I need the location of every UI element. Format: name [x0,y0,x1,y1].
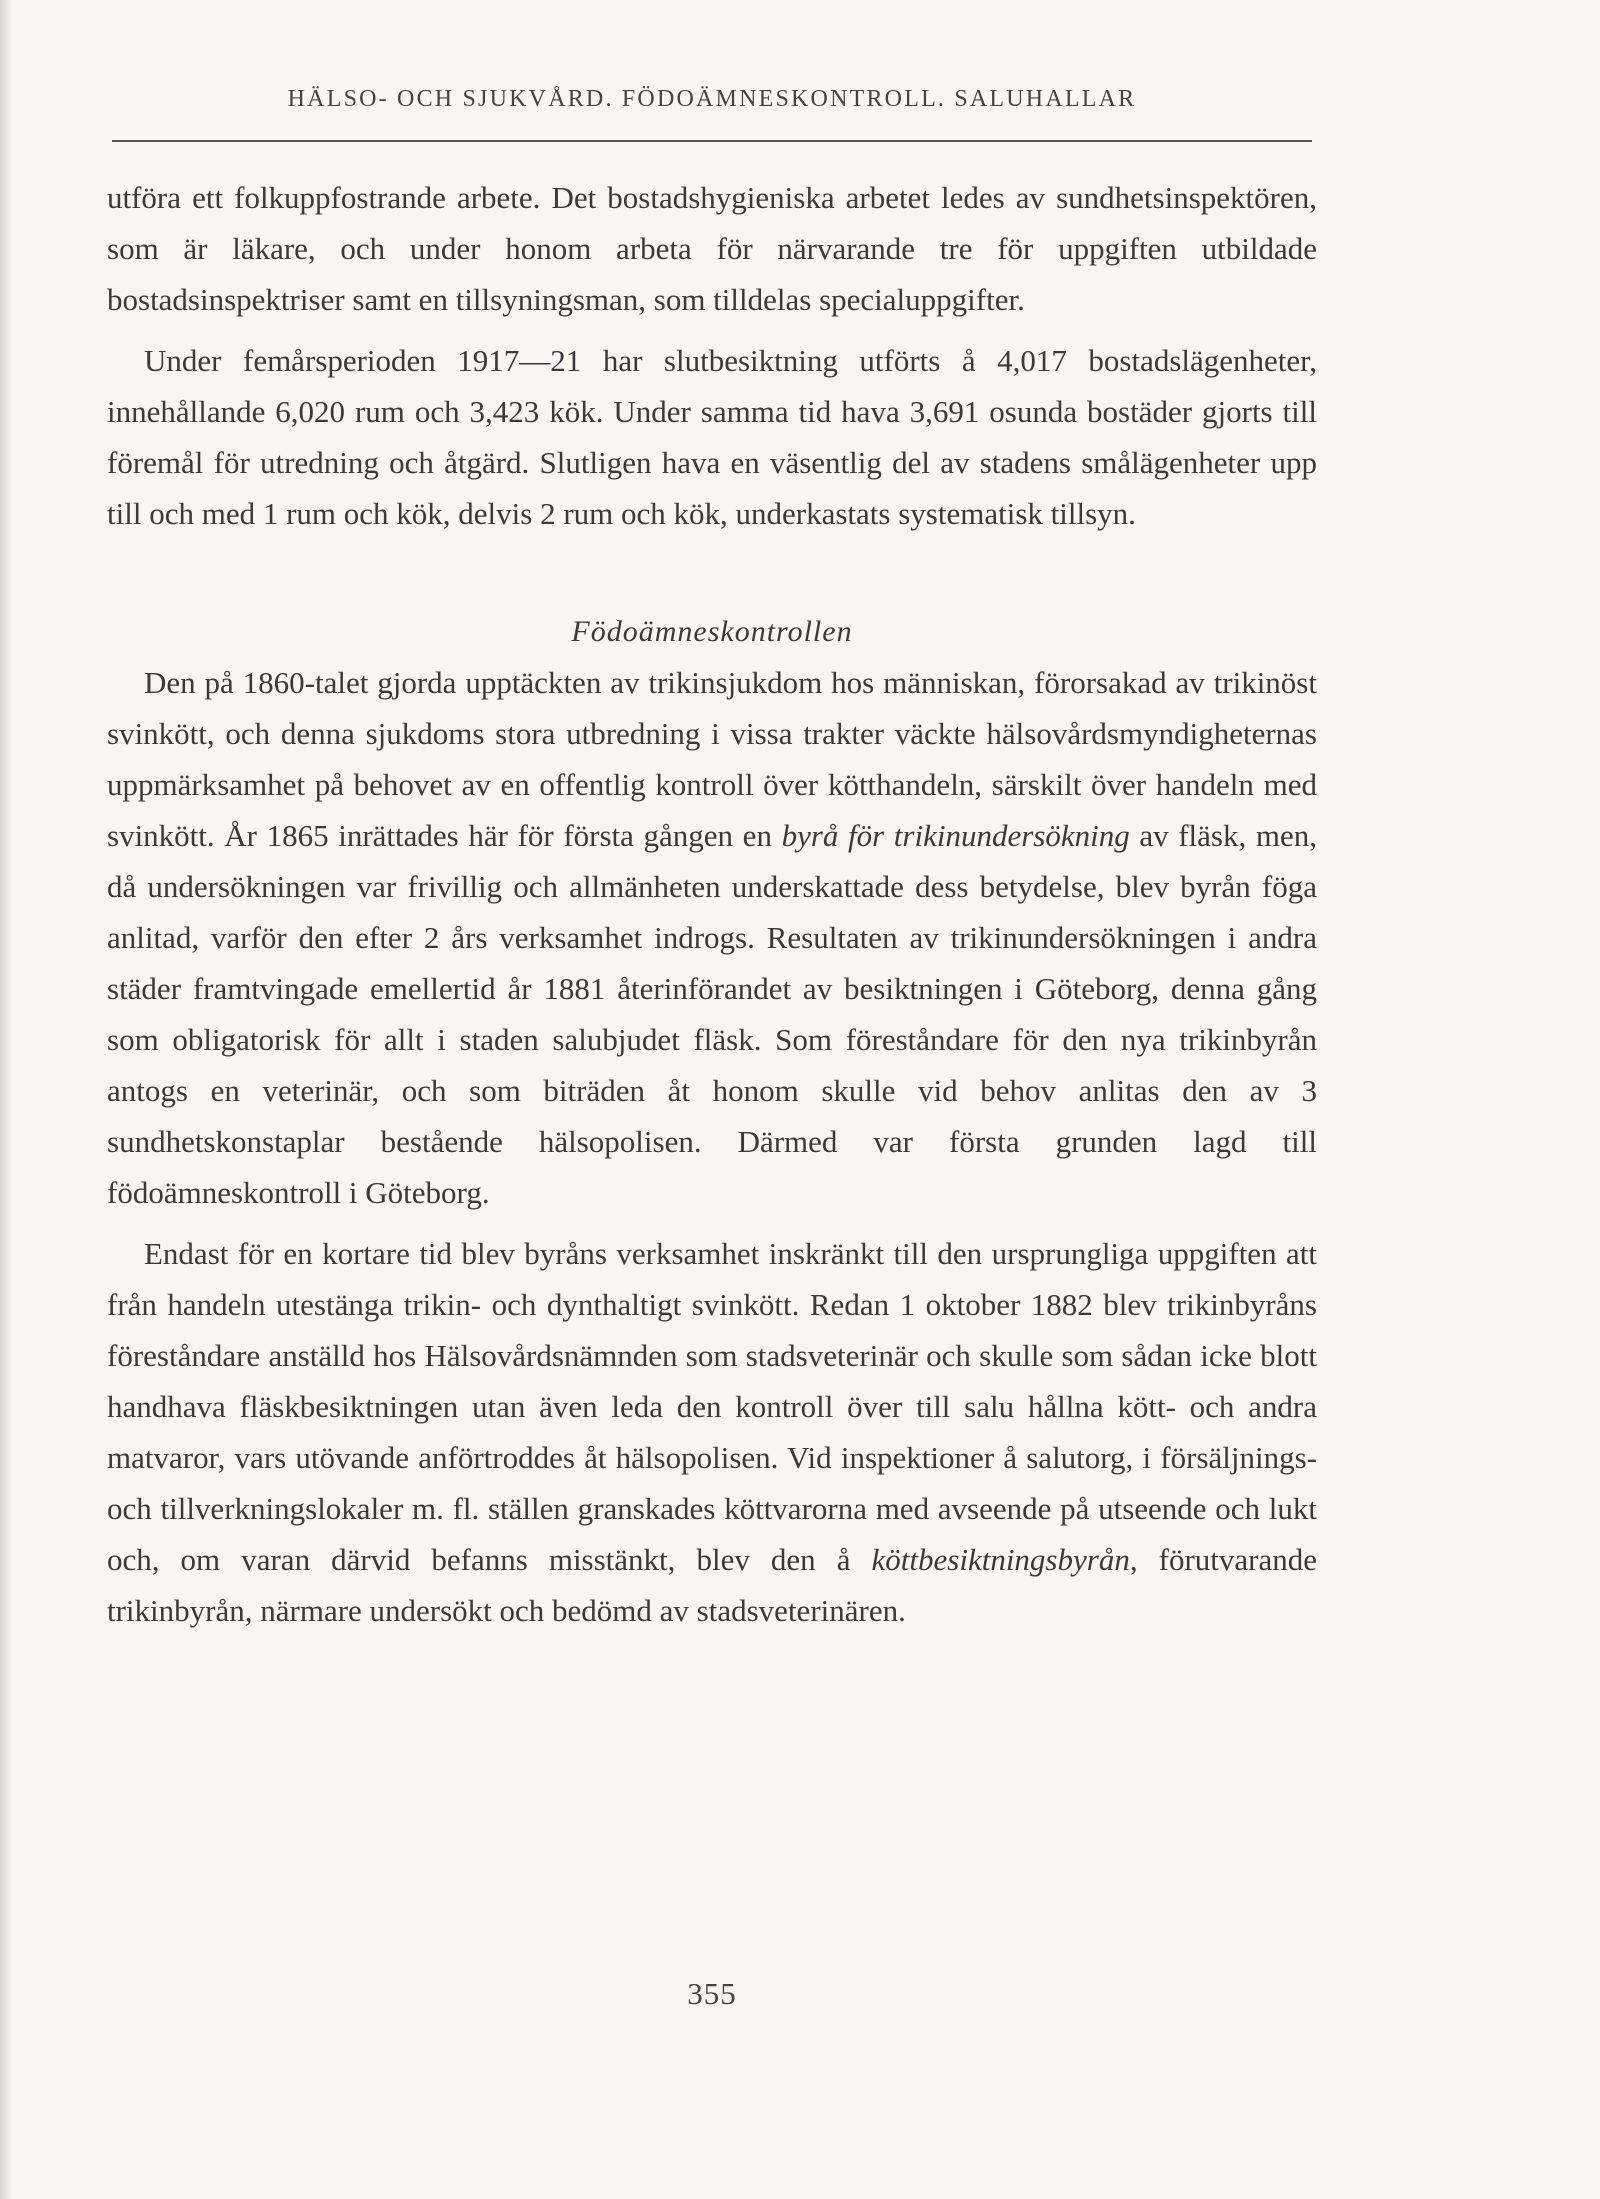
paragraph-history [107,657,1317,1218]
italic-term-meat-inspection-bureau: köttbesiktningsbyrån [871,1542,1130,1577]
running-header: HÄLSO- OCH SJUKVÅRD. FÖDOÄMNESKONTROLL. SALUHALLAR [287,86,1137,112]
paragraph-statistics: Under femårsperioden 1917—21 har slutbesiktning utförts å 4,017 bostadslägenheter, innehållande 6,020 rum och 3,423 kök. Under samma tid hava 3,691 osunda bostäder gjorts till föremål för utredning och åtgärd. Slutligen hava en väsentlig del av stadens smålägenheter upp till och med 1 rum och kök, delvis 2 rum och kök, underkastats systematisk tillsyn. [107,343,1317,531]
paragraph-expansion-text-2: , förutvarande trikinbyrån, närmare undersökt och bedömd av stadsveterinären. [107,1542,1317,1628]
paragraph-history-text-1: Den på 1860-talet gjorda upptäckten av trikinsjukdom hos människan, förorsakad av trikinöst svinkött, och denna sjukdoms stora utbredning i vissa trakter väckte hälsovårdsmyndigheternas uppmärksamhet på behovet av en offentlig kontroll över kötthandeln, särskilt över handeln med svinkött. År 1865 inrättades här för första gången en [107,665,1317,853]
paragraph-continued: utföra ett folkuppfostrande arbete. Det bostadshygieniska arbetet ledes av sundhetsinspektören, som är läkare, och under honom arbeta för närvarande tre för uppgiften utbildade bostadsinspektriser samt en tillsyningsman, som tilldelas specialuppgifter. [107,180,1317,317]
page-edge-shadow [0,0,12,2199]
page-number: 355 [687,1976,737,2011]
body-text [107,172,1317,1636]
header-rule [112,140,1312,142]
italic-term-trichina-bureau: byrå för trikinundersökning [781,818,1130,853]
paragraph-history-text-2: av fläsk, men, då undersökningen var frivillig och allmänheten underskattade dess betydelse, blev byrån föga anlitad, varför den efter 2 års verksamhet indrogs. Resultaten av trikinundersökningen i andra städer framtvingade emellertid år 1881 återinförandet av besiktningen i Göteborg, denna gång som obligatorisk för allt i staden salubjudet fläsk. Som föreståndare för den nya trikinbyrån antogs en veterinär, och som biträden åt honom skulle vid behov anlitas den av 3 sundhetskonstaplar bestående hälsopolisen. Därmed var första grunden lagd till födoämneskontroll i Göteborg. [107,818,1317,1210]
paragraph-expansion [107,1228,1317,1636]
paragraph-expansion-text-1: Endast för en kortare tid blev byråns verksamhet inskränkt till den ursprungliga uppgiften att från handeln utestänga trikin- och dynthaltigt svinkött. Redan 1 oktober 1882 blev trikinbyråns föreståndare anställd hos Hälsovårdsnämnden som stadsveterinär och skulle som sådan icke blott handhava fläskbesiktningen utan även leda den kontroll över till salu hållna kött- och andra matvaror, vars utövande anförtroddes åt hälsopolisen. Vid inspektioner å salutorg, i försäljnings- och tillverkningslokaler m. fl. ställen granskades köttvarorna med avseende på utseende och lukt och, om varan därvid befanns misstänkt, blev den å [107,1236,1317,1577]
section-title: Födoämneskontrollen [571,615,853,648]
